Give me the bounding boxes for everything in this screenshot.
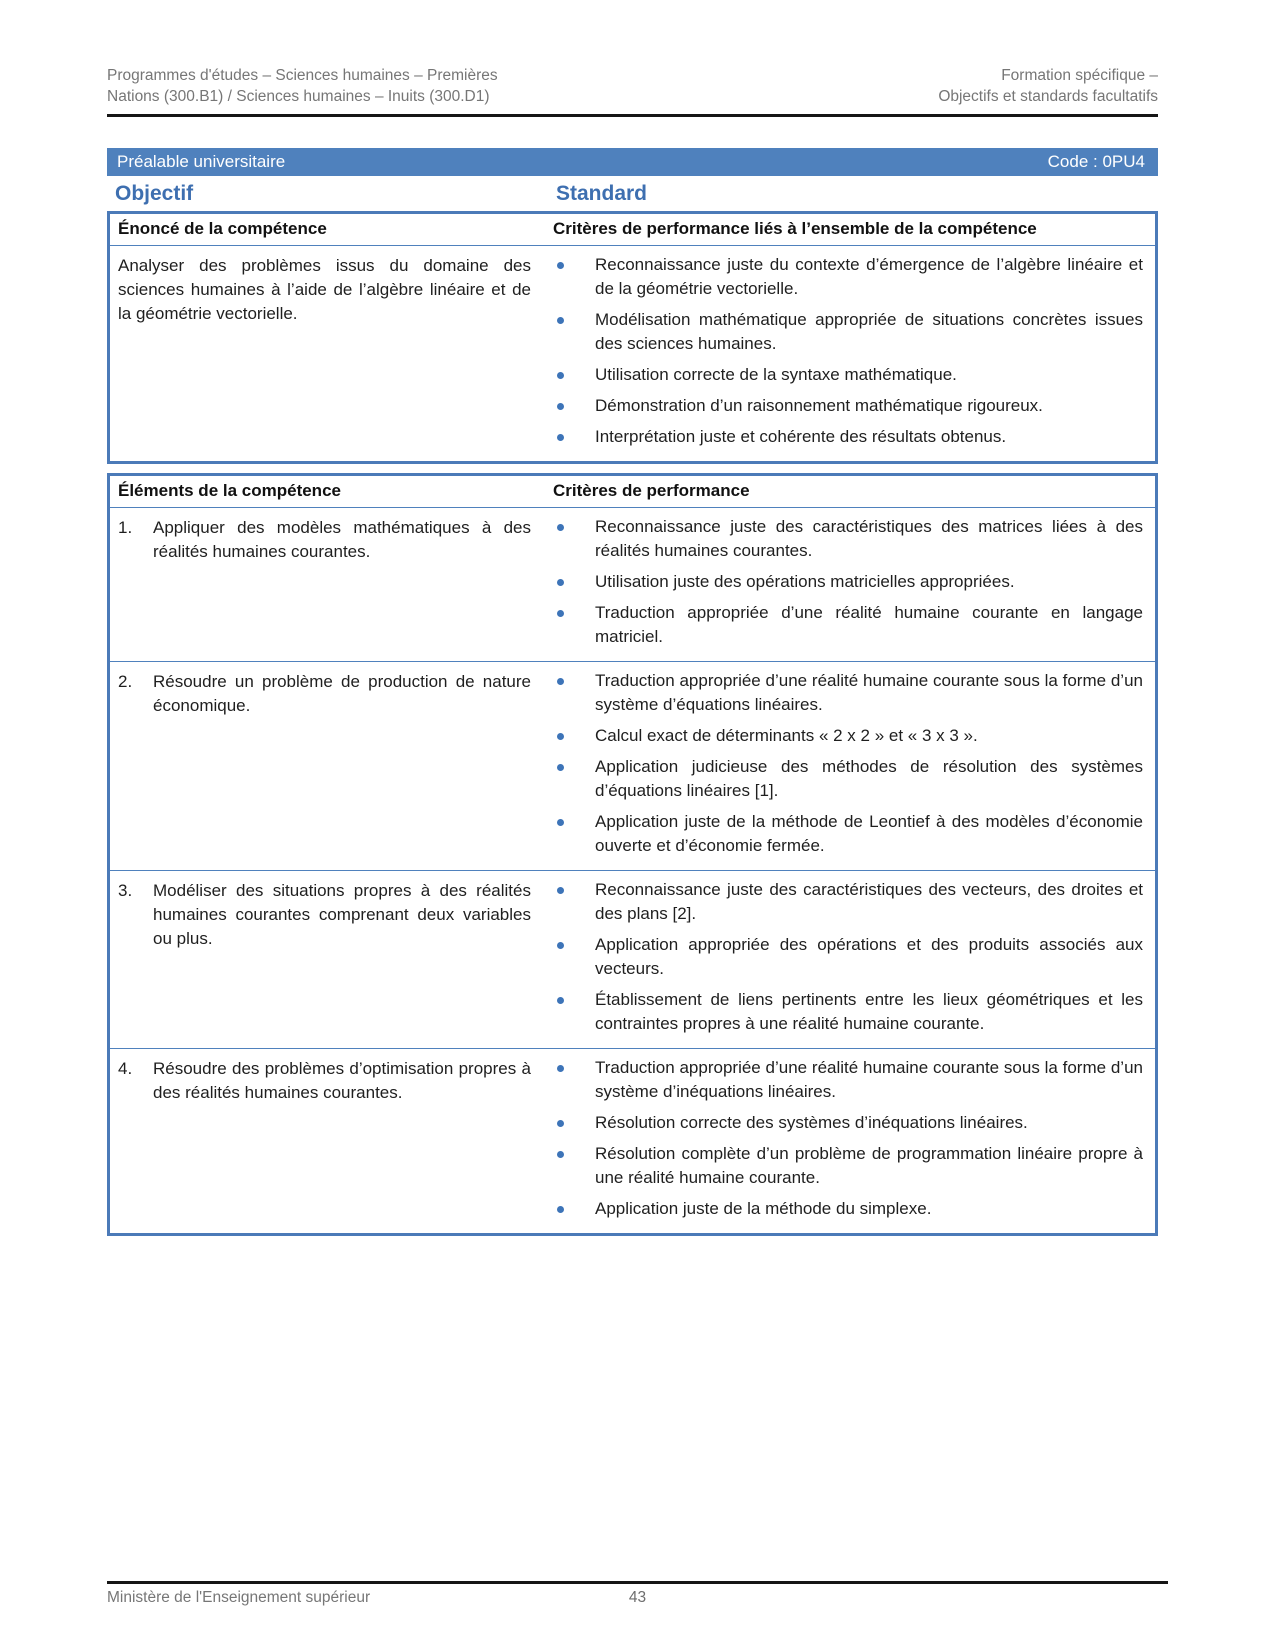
- header-left-line1: Programmes d'études – Sciences humaines – Premières: [107, 67, 498, 84]
- criteria-cell: [545, 871, 1155, 1048]
- footer-ministry: Ministère de l'Enseignement supérieur: [107, 1589, 371, 1606]
- header-right-line2: Objectifs et standards facultatifs: [938, 88, 1158, 105]
- criterion-item: [545, 425, 1143, 449]
- criterion-item: [545, 1111, 1143, 1135]
- bullet-icon: [557, 887, 564, 894]
- bullet-icon: [557, 733, 564, 740]
- criterion-item: [545, 253, 1143, 301]
- criteria-list: [545, 669, 1143, 858]
- global-criteria-list: [545, 253, 1143, 449]
- table-row: [110, 1048, 1155, 1233]
- bullet-icon: [557, 403, 564, 410]
- header-right-line1: Formation spécifique –: [1001, 67, 1158, 84]
- criterion-text: Reconnaissance juste des caractéristiques des vecteurs, des droites et des plans [2].: [595, 880, 1143, 923]
- criteria-cell: [545, 1049, 1155, 1233]
- criterion-item: [545, 363, 1143, 387]
- criterion-text: Établissement de liens pertinents entre les lieux géométriques et les contraintes propres à une réalité humaine courante.: [595, 990, 1143, 1033]
- table-row: [110, 870, 1155, 1048]
- criterion-text: Résolution complète d’un problème de programmation linéaire propre à une réalité humaine courante.: [595, 1144, 1143, 1187]
- section-title: Préalable universitaire: [117, 152, 286, 171]
- criterion-item: [545, 1142, 1143, 1190]
- footer-page-number: 43: [628, 1589, 647, 1606]
- element-number: 3.: [118, 881, 133, 900]
- criterion-text: Application juste de la méthode du simplexe.: [595, 1199, 932, 1218]
- criterion-item: [545, 810, 1143, 858]
- bullet-icon: [557, 372, 564, 379]
- criteria-list: [545, 878, 1143, 1036]
- criterion-text: Interprétation juste et cohérente des résultats obtenus.: [595, 427, 1007, 446]
- table1-body-row: [110, 246, 1155, 461]
- table1-header-right: Critères de performance liés à l’ensemble de la compétence: [553, 219, 1037, 238]
- criterion-item: [545, 755, 1143, 803]
- criterion-item: [545, 570, 1143, 594]
- column-headings: [107, 180, 1158, 211]
- element-number: 4.: [118, 1059, 133, 1078]
- bullet-icon: [557, 764, 564, 771]
- table1-header-row: [110, 214, 1155, 246]
- bullet-icon: [557, 610, 564, 617]
- table2-header-row: [110, 476, 1155, 508]
- criterion-item: [545, 878, 1143, 926]
- criterion-text: Application appropriée des opérations et des produits associés aux vecteurs.: [595, 935, 1143, 978]
- page-header: [107, 0, 1158, 117]
- criterion-item: [545, 1197, 1143, 1221]
- bullet-icon: [557, 678, 564, 685]
- header-right-block: [938, 65, 1158, 107]
- section-code: Code : 0PU4: [1047, 152, 1145, 171]
- element-text: Modéliser des situations propres à des réalités humaines courantes comprenant deux variables ou plus.: [153, 881, 531, 948]
- criterion-item: [545, 394, 1143, 418]
- standard-heading: Standard: [556, 182, 648, 205]
- criterion-text: Utilisation correcte de la syntaxe mathématique.: [595, 365, 957, 384]
- criterion-item: [545, 669, 1143, 717]
- page-content: [107, 0, 1158, 1236]
- bullet-icon: [557, 997, 564, 1004]
- criterion-text: Reconnaissance juste des caractéristiques des matrices liées à des réalités humaines courantes.: [595, 517, 1143, 560]
- competence-statement-text: Analyser des problèmes issus du domaine des sciences humaines à l’aide de l’algèbre linéaire et de la géométrie vectorielle.: [118, 256, 531, 323]
- criterion-text: Traduction appropriée d’une réalité humaine courante sous la forme d’un système d’équations linéaires.: [595, 671, 1143, 714]
- criterion-item: [545, 515, 1143, 563]
- criterion-item: [545, 308, 1143, 356]
- criterion-text: Reconnaissance juste du contexte d’émergence de l’algèbre linéaire et de la géométrie vectorielle.: [595, 255, 1143, 298]
- table1-header-left: Énoncé de la compétence: [118, 219, 327, 238]
- table2-header-right: Critères de performance: [553, 481, 750, 500]
- competence-elements-table: [107, 473, 1158, 1236]
- criterion-item: [545, 601, 1143, 649]
- criterion-text: Application juste de la méthode de Leontief à des modèles d’économie ouverte et d’économie fermée.: [595, 812, 1143, 855]
- footer-line: [107, 1584, 1168, 1607]
- bullet-icon: [557, 524, 564, 531]
- bullet-icon: [557, 262, 564, 269]
- criterion-text: Application judicieuse des méthodes de résolution des systèmes d’équations linéaires [1].: [595, 757, 1143, 800]
- criterion-item: [545, 933, 1143, 981]
- element-text: Résoudre un problème de production de nature économique.: [153, 672, 531, 715]
- objectif-heading: Objectif: [115, 182, 194, 205]
- bullet-icon: [557, 1206, 564, 1213]
- competence-statement-table: [107, 211, 1158, 464]
- competence-statement-cell: [110, 246, 545, 461]
- criterion-text: Résolution correcte des systèmes d’inéquations linéaires.: [595, 1113, 1028, 1132]
- criterion-text: Calcul exact de déterminants « 2 x 2 » et « 3 x 3 ».: [595, 726, 978, 745]
- section-title-bar: [107, 148, 1158, 176]
- element-number: 2.: [118, 672, 133, 691]
- bullet-icon: [557, 1065, 564, 1072]
- element-cell: [110, 871, 545, 1048]
- bullet-icon: [557, 1151, 564, 1158]
- criteria-cell: [545, 662, 1155, 870]
- bullet-icon: [557, 1120, 564, 1127]
- element-text: Appliquer des modèles mathématiques à des réalités humaines courantes.: [153, 518, 531, 561]
- global-criteria-cell: [545, 246, 1155, 461]
- criterion-text: Utilisation juste des opérations matricielles appropriées.: [595, 572, 1015, 591]
- element-cell: [110, 1049, 545, 1233]
- criterion-item: [545, 988, 1143, 1036]
- bullet-icon: [557, 434, 564, 441]
- element-number: 1.: [118, 518, 133, 537]
- criteria-list: [545, 515, 1143, 649]
- bullet-icon: [557, 819, 564, 826]
- bullet-icon: [557, 942, 564, 949]
- table2-rows: [110, 508, 1155, 1233]
- criterion-item: [545, 724, 1143, 748]
- criterion-text: Traduction appropriée d’une réalité humaine courante en langage matriciel.: [595, 603, 1143, 646]
- header-left-block: [107, 65, 498, 107]
- element-cell: [110, 508, 545, 661]
- bullet-icon: [557, 317, 564, 324]
- criterion-text: Modélisation mathématique appropriée de situations concrètes issues des sciences humaines.: [595, 310, 1143, 353]
- criterion-item: [545, 1056, 1143, 1104]
- header-left-line2: Nations (300.B1) / Sciences humaines – Inuits (300.D1): [107, 88, 490, 105]
- page-footer: [107, 1581, 1168, 1607]
- table2-header-left: Éléments de la compétence: [118, 481, 341, 500]
- criteria-cell: [545, 508, 1155, 661]
- bullet-icon: [557, 579, 564, 586]
- element-cell: [110, 662, 545, 870]
- criteria-list: [545, 1056, 1143, 1221]
- table-row: [110, 661, 1155, 870]
- criterion-text: Traduction appropriée d’une réalité humaine courante sous la forme d’un système d’inéquations linéaires.: [595, 1058, 1143, 1101]
- criterion-text: Démonstration d’un raisonnement mathématique rigoureux.: [595, 396, 1043, 415]
- element-text: Résoudre des problèmes d’optimisation propres à des réalités humaines courantes.: [153, 1059, 531, 1102]
- table-row: [110, 508, 1155, 661]
